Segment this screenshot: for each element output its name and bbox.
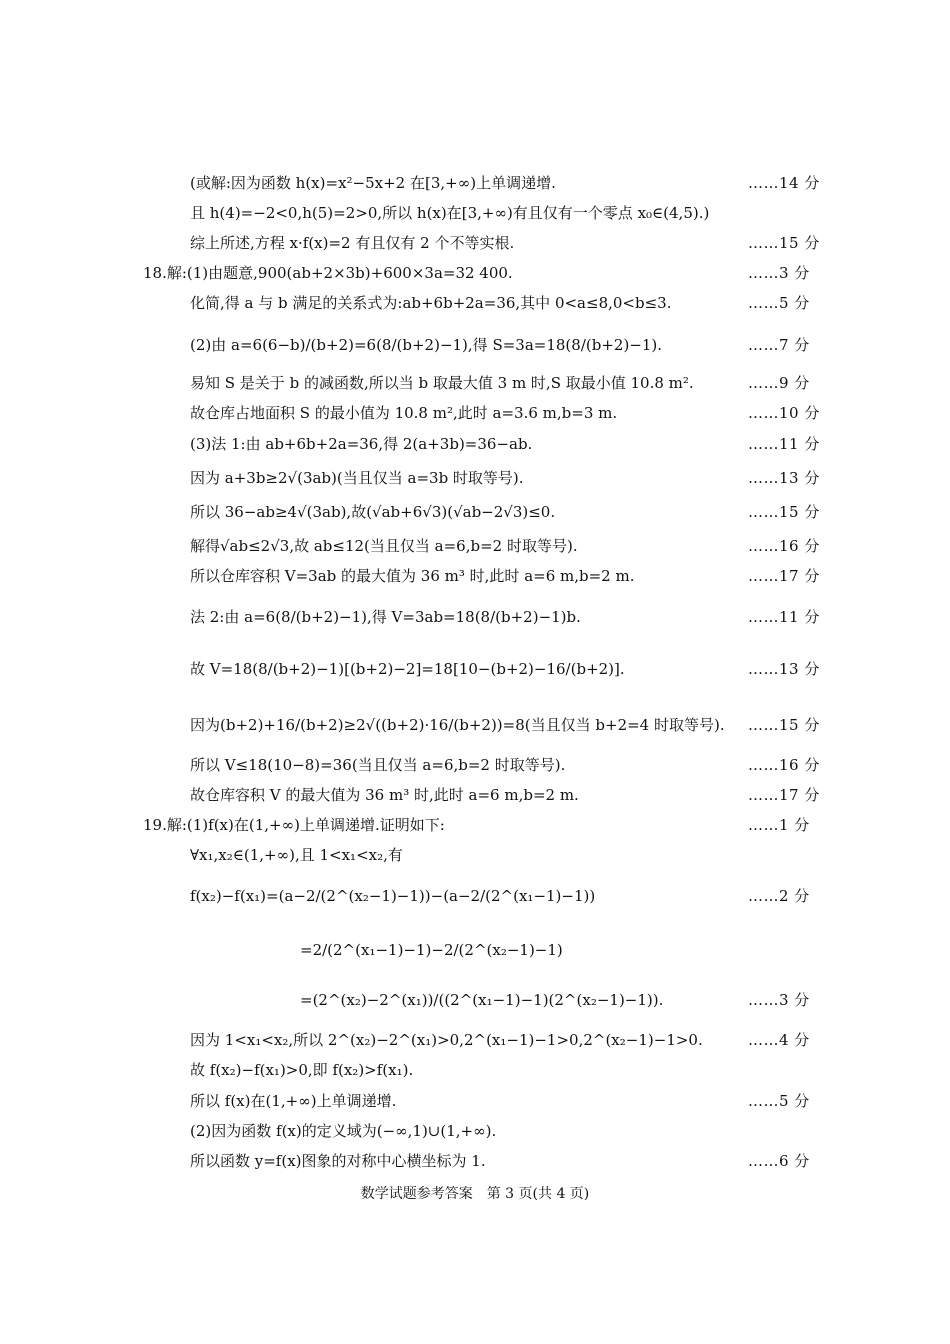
answer-text: 19.解:(1)f(x)在(1,+∞)上单调递增.证明如下: [143,816,445,834]
answer-line [0,198,950,228]
answer-text: (2)由 a=6(6−b)/(b+2)=6(8/(b+2)−1),得 S=3a=18(8/(b+2)−1). [190,336,663,354]
answer-text: =(2^(x₂)−2^(x₁))/((2^(x₁−1)−1)(2^(x₂−1)−1)). [300,991,664,1009]
score-mark: ……10 分 [748,404,820,422]
answer-line [0,429,950,459]
answer-line [0,531,950,561]
answer-line [0,602,950,632]
answer-line [0,398,950,428]
answer-line [0,985,950,1015]
score-mark: ……13 分 [748,469,820,487]
score-mark: ……16 分 [748,756,820,774]
answer-text: 18.解:(1)由题意,900(ab+2×3b)+600×3a=32 400. [143,264,513,282]
answer-text: 所以 V≤18(10−8)=36(当且仅当 a=6,b=2 时取等号). [190,756,566,774]
answer-line [0,1116,950,1146]
score-mark: ……13 分 [748,660,820,678]
answer-text: (2)因为函数 f(x)的定义域为(−∞,1)∪(1,+∞). [190,1122,497,1140]
score-mark: ……9 分 [748,374,810,392]
answer-text: 综上所述,方程 x·f(x)=2 有且仅有 2 个不等实根. [190,234,515,252]
answer-text: 易知 S 是关于 b 的减函数,所以当 b 取最大值 3 m 时,S 取最小值 10.8 m². [190,374,694,392]
answer-line [0,1146,950,1176]
score-mark: ……2 分 [748,887,810,905]
score-mark: ……5 分 [748,1092,810,1110]
score-mark: ……14 分 [748,174,820,192]
answer-text: 因为 1<x₁<x₂,所以 2^(x₂)−2^(x₁)>0,2^(x₁−1)−1>0,2^(x₂−1)−1>0. [190,1031,703,1049]
answer-text: (或解:因为函数 h(x)=x²−5x+2 在[3,+∞)上单调递增. [190,174,556,192]
answer-line [0,780,950,810]
answer-line [0,710,950,740]
score-mark: ……16 分 [748,537,820,555]
score-mark: ……15 分 [748,716,820,734]
score-mark: ……11 分 [748,435,820,453]
score-mark: ……6 分 [748,1152,810,1170]
answer-line [0,561,950,591]
answer-text: ∀x₁,x₂∈(1,+∞),且 1<x₁<x₂,有 [190,846,403,864]
answer-text: 化简,得 a 与 b 满足的关系式为:ab+6b+2a=36,其中 0<a≤8,0<b≤3. [190,294,672,312]
answer-line [0,935,950,965]
answer-line [0,1055,950,1085]
answer-text: 所以 f(x)在(1,+∞)上单调递增. [190,1092,397,1110]
answer-text: 故仓库占地面积 S 的最小值为 10.8 m²,此时 a=3.6 m,b=3 m. [190,404,618,422]
answer-line [0,654,950,684]
answer-text: 故 V=18(8/(b+2)−1)[(b+2)−2]=18[10−(b+2)−16/(b+2)]. [190,660,625,678]
answer-text: 所以 36−ab≥4√(3ab),故(√ab+6√3)(√ab−2√3)≤0. [190,503,556,521]
score-mark: ……7 分 [748,336,810,354]
answer-text: 所以函数 y=f(x)图象的对称中心横坐标为 1. [190,1152,486,1170]
answer-line [0,288,950,318]
score-mark: ……11 分 [748,608,820,626]
answer-text: f(x₂)−f(x₁)=(a−2/(2^(x₂−1)−1))−(a−2/(2^(x₁−1)−1)) [190,887,596,905]
answer-line [0,228,950,258]
answer-text: 因为(b+2)+16/(b+2)≥2√((b+2)·16/(b+2))=8(当且仅当 b+2=4 时取等号). [190,716,725,734]
score-mark: ……15 分 [748,503,820,521]
answer-line [0,750,950,780]
answer-text: 解得√ab≤2√3,故 ab≤12(当且仅当 a=6,b=2 时取等号). [190,537,578,555]
answer-line [0,1086,950,1116]
answer-text: (3)法 1:由 ab+6b+2a=36,得 2(a+3b)=36−ab. [190,435,533,453]
answer-text: 因为 a+3b≥2√(3ab)(当且仅当 a=3b 时取等号). [190,469,524,487]
answer-line [0,258,950,288]
page-footer: 数学试题参考答案 第 3 页(共 4 页) [360,1186,590,1202]
answer-line [0,497,950,527]
answer-line [0,840,950,870]
answer-text: 故仓库容积 V 的最大值为 36 m³ 时,此时 a=6 m,b=2 m. [190,786,579,804]
answer-text: 故 f(x₂)−f(x₁)>0,即 f(x₂)>f(x₁). [190,1061,414,1079]
score-mark: ……4 分 [748,1031,810,1049]
score-mark: ……1 分 [748,816,810,834]
score-mark: ……5 分 [748,294,810,312]
answer-line [0,810,950,840]
answer-text: 所以仓库容积 V=3ab 的最大值为 36 m³ 时,此时 a=6 m,b=2 m. [190,567,635,585]
answer-line [0,1025,950,1055]
score-mark: ……3 分 [748,264,810,282]
answer-text: =2/(2^(x₁−1)−1)−2/(2^(x₂−1)−1) [300,941,563,959]
answer-line [0,881,950,911]
answer-line [0,368,950,398]
answer-line [0,463,950,493]
answer-line [0,330,950,360]
score-mark: ……17 分 [748,786,820,804]
score-mark: ……3 分 [748,991,810,1009]
score-mark: ……15 分 [748,234,820,252]
score-mark: ……17 分 [748,567,820,585]
answer-text: 法 2:由 a=6(8/(b+2)−1),得 V=3ab=18(8/(b+2)−1)b. [190,608,581,626]
answer-line [0,168,950,198]
answer-text: 且 h(4)=−2<0,h(5)=2>0,所以 h(x)在[3,+∞)有且仅有一个零点 x₀∈(4,5).) [190,204,710,222]
